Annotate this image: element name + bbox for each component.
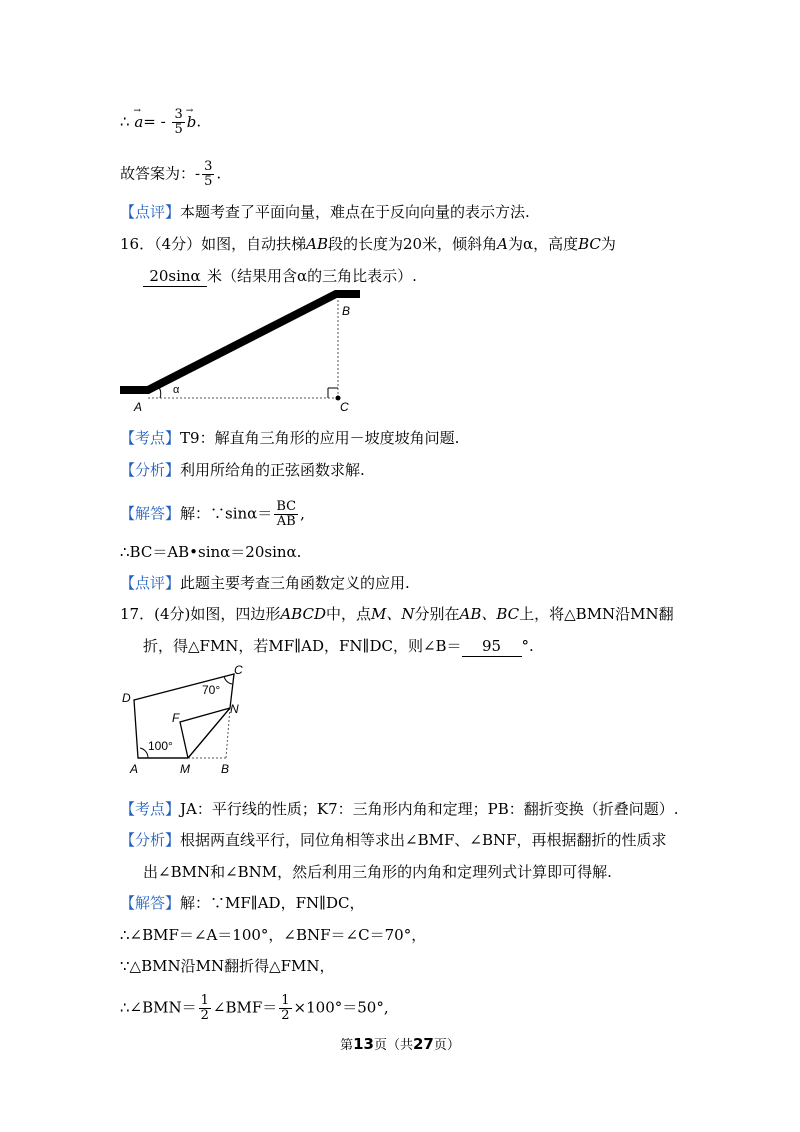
label-a: A — [130, 762, 139, 776]
label-b: B — [342, 304, 351, 318]
q17-jieda: 【解答】解：∵MF∥AD，FN∥DC， — [120, 894, 365, 912]
vector-a: → a — [134, 112, 143, 132]
q17-kaodian: 【考点】JA：平行线的性质；K7：三角形内角和定理；PB：翻折变换（折叠问题）. — [120, 800, 679, 818]
label-b: B — [221, 762, 230, 776]
answer-blank: 95 — [462, 636, 522, 657]
q16-dianping: 【点评】此题主要考查三角函数定义的应用. — [120, 574, 410, 592]
comment-line: 【点评】本题考查了平面向量，难点在于反向向量的表示方法. — [120, 203, 530, 221]
q16-jieda: 【解答】解：∵sinα＝ $\frac{BC}{AB}$ , — [120, 499, 305, 529]
q17-fenxi: 【分析】根据两直线平行，同位角相等求出∠BMF、∠BNF，再根据翻折的性质求 — [120, 831, 667, 849]
fraction-1-2: $\frac{1}{2}$ — [281, 993, 290, 1023]
label-c: C — [340, 400, 349, 413]
label-c: C — [234, 663, 243, 677]
fraction-1-2: $\frac{1}{2}$ — [200, 993, 209, 1023]
label-f: F — [172, 711, 180, 725]
q17-step-1: ∴∠BMF＝∠A＝100°，∠BNF＝∠C＝70°， — [120, 926, 427, 944]
label-n: N — [230, 702, 239, 716]
answer-line: 故答案为：- $\frac{3}{5}$ . — [120, 159, 222, 189]
quadrilateral-figure — [118, 660, 248, 780]
label-a: A — [134, 400, 143, 413]
q16-step: ∴BC＝AB•sinα＝20sinα. — [120, 543, 302, 561]
question-17-answer-line: 折，得△FMN，若MF∥AD，FN∥DC，则∠B＝ 95 °. — [143, 637, 534, 655]
fraction-3-5: $\frac{3}{5}$ — [174, 107, 183, 137]
angle-a-label: 100° — [148, 739, 173, 753]
question-17-text: 17．(4分)如图，四边形ABCD中，点M、N分别在AB、BC上，将△BMN沿MN翻 — [120, 605, 674, 623]
q17-step-2: ∵△BMN沿MN翻折得△FMN， — [120, 957, 335, 975]
q16-kaodian: 【考点】T9：解直角三角形的应用－坡度坡角问题. — [120, 429, 460, 447]
q16-fenxi: 【分析】利用所给角的正弦函数求解. — [120, 461, 365, 479]
q17-step-3: ∴∠BMN＝ $\frac{1}{2}$ ∠BMF＝ $\frac{1}{2}$ ×100°＝50°, — [120, 993, 389, 1023]
fraction-3-5: $\frac{3}{5}$ — [204, 159, 213, 189]
answer-blank: 20sinα — [143, 266, 207, 287]
escalator-figure — [118, 288, 368, 413]
q17-fenxi-2: 出∠BMN和∠BNM，然后利用三角形的内角和定理列式计算即可得解. — [143, 863, 612, 881]
page-footer: 第13页（共27页） — [340, 1035, 460, 1053]
angle-c-label: 70° — [202, 683, 221, 697]
label-m: M — [180, 762, 190, 776]
vector-b: → b — [187, 112, 197, 132]
label-d: D — [122, 691, 131, 705]
vector-result-line: ∴ → a= - $\frac{3}{5}$ → b. — [120, 108, 201, 137]
question-16-text: 16．（4分）如图，自动扶梯AB段的长度为20米，倾斜角A为α，高度BC为 — [120, 235, 616, 253]
question-16-answer-line: 20sinα 米（结果用含α的三角比表示）. — [143, 266, 417, 287]
label-alpha: α — [173, 384, 180, 396]
fraction-bc-ab: $\frac{BC}{AB}$ — [276, 499, 297, 529]
